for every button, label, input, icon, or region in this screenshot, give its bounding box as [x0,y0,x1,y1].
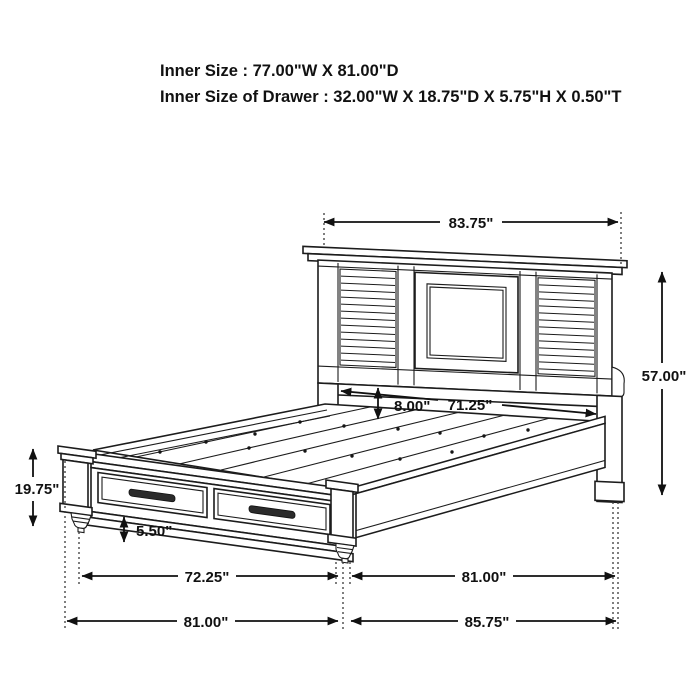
dim-headboard-width [324,215,618,232]
note-inner-size: Inner Size : 77.00"W X 81.00"D [160,62,399,80]
dim-rail-span [352,569,615,586]
dim-footboard-span [82,569,338,586]
dim-label-footboard-height: 19.75" [14,481,60,498]
dim-footboard-height [15,449,60,526]
dim-headboard-height [642,272,687,495]
dim-label-inner-slat-width: 71.25" [447,397,493,414]
headboard-side-bracket [612,367,624,399]
dim-label-headboard-width: 83.75" [448,215,494,232]
dim-label-overall-depth: 85.75" [464,614,510,631]
dim-label-rail-span: 81.00" [461,569,507,586]
dim-label-under-headboard-gap: 8.00" [394,398,431,415]
dim-overall-width [67,614,338,631]
dim-label-drawer-clearance: 5.50" [136,523,173,540]
headboard-louver-left [340,269,396,367]
dim-label-overall-width: 81.00" [183,614,229,631]
dim-label-footboard-span: 72.25" [184,569,230,586]
dim-label-headboard-height: 57.00" [641,368,687,385]
note-drawer-inner-size: Inner Size of Drawer : 32.00"W X 18.75"D X 5.75"H X 0.50"T [160,88,622,106]
headboard-leg-right-foot [595,481,624,501]
dim-overall-depth [351,614,616,631]
headboard-center-panel [415,272,518,373]
headboard-louver-right [538,278,595,377]
